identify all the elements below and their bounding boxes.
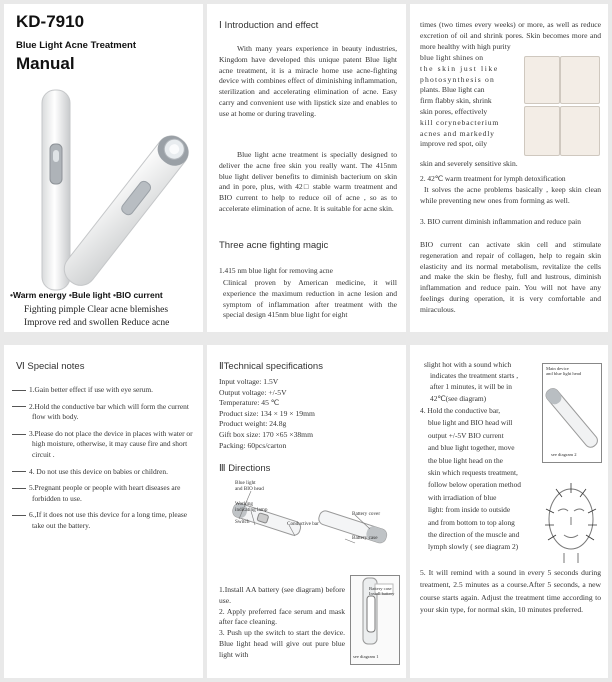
notes-heading: Ⅵ Special notes	[16, 361, 85, 372]
continuation-end: skin and severely sensitive skin.	[420, 159, 518, 168]
feature-blue-light: Bule light	[71, 290, 111, 300]
label-main-device: Main device and blue light head	[546, 366, 582, 377]
text-line: the direction of the muscle and	[428, 530, 520, 540]
manual-title: Manual	[16, 54, 75, 73]
text-line: the blue light head on the	[428, 455, 503, 465]
top-lines	[424, 359, 518, 404]
intro-paragraph-1: With many years experience in beauty industries, Kingdom have developed this unique patent Blue light acne treatment, it is a miracle home use acne-fighting device with combines effect of diminishing inflammation, sterilization and accelerating elimination of acne. Easy carry and convenient use with lipstick size and enables to use at home or during traveling.	[219, 44, 397, 118]
model-number: KD-7910	[16, 12, 85, 31]
label-install-battery: Battery case Install battery	[369, 586, 395, 597]
step-2: 2. Apply preferred face serum and mask after face cleaning.	[219, 606, 345, 627]
directions-steps	[219, 585, 345, 661]
text-line: and blue light together, move	[428, 443, 515, 453]
label-working-lamp: Working indicating lamp	[235, 501, 268, 513]
spec-line: Output voltage: +/-5V	[219, 387, 287, 397]
device-illustration	[24, 84, 194, 294]
skin-photo-4	[560, 106, 600, 156]
note-item: 6.,If it does not use this device for a long time, please take out the battery.	[12, 510, 194, 531]
narrow-line: skin pores, effectively	[420, 106, 488, 116]
dash-bullet	[12, 488, 26, 489]
notes-panel	[4, 345, 203, 678]
skin-photo-3	[524, 106, 560, 156]
note-item: 4. Do not use this device on babies or children.	[12, 467, 194, 478]
magic-item-1-text: Clinical proven by American medicine, it will experience the maximum reduction in acne lesion and symptom of inflammation after treatment with the special design 415nm blue light for eight	[223, 278, 397, 320]
label-switch: Switch	[235, 519, 250, 525]
text-line: and from bottom to top along	[428, 517, 515, 527]
narrow-line: photosynthesis on	[420, 74, 496, 84]
feature-dot: •	[68, 290, 72, 300]
magic-item-1-title: 1.415 nm blue light for removing acne	[219, 266, 333, 275]
text-line: 4. Hold the conductive bar,	[420, 406, 501, 415]
note-item: 2.Hold the conductive bar which will form the current flow with body.	[12, 402, 194, 423]
text-line: with irradiation of blue	[428, 492, 497, 502]
label-blue-light-head: Blue light and BIO head	[235, 480, 264, 492]
narrow-line: kill corynebacterium	[420, 117, 500, 127]
directions-heading: Ⅲ Directions	[219, 463, 271, 474]
text-line: light: from inside to outside	[428, 505, 511, 515]
treatment-panel	[410, 345, 608, 678]
text-line: follow below operation method	[428, 480, 521, 490]
magic-heading: Three acne fighting magic	[219, 240, 329, 251]
spec-line: Temperature: 45 ℃	[219, 398, 280, 408]
narrow-line: the skin just like	[420, 63, 499, 73]
feature-warm-energy: Warm energy	[12, 290, 67, 300]
item-2-title: 2. 42℃ warm treatment for lymph detoxification	[420, 174, 566, 183]
text-line: lymph slowly ( see diagram 2)	[428, 542, 519, 552]
spec-line: Product weight: 24.8g	[219, 419, 287, 429]
intro-heading: Ⅰ Introduction and effect	[219, 20, 319, 31]
text-line: indicates the treatment starts ,	[430, 371, 519, 381]
item-2-text: It solves the acne problems basically , keep skin clean while preventing new ones from forming as well.	[420, 185, 601, 205]
dash-bullet	[12, 515, 26, 516]
step-3: 3. Push up the switch to start the device. Blue light head will give out pure blue light with	[219, 628, 345, 659]
specs-panel	[207, 345, 406, 678]
intro-panel	[207, 4, 406, 332]
note-item: 1.Gain better effect if use with eye serum.	[12, 385, 194, 396]
item-3-text: BIO current can activate skin cell and stimulate regeneration and repair of collagen, help to regain skin elasticity and its normal metabolism, revitalize the cells and make the skin be fleshy, full and lustrous, diminish inflammation and reduce pain. You will not have any feelings during operation, it is very comfortable and miraculous.	[420, 240, 601, 314]
item-5: 5. It will remind with a sound in every 5 seconds during treatment, 2.5 minutes as a course.After 5 seconds, a new course starts again. Adjust the treatment time according to your skin type, for normal skin, 10 minutes preferred.	[420, 568, 601, 615]
narrow-line: blue light shines on	[420, 53, 484, 62]
device-diagram	[542, 363, 602, 463]
note-item: 5.Pregnant people or people with heart diseases are forbidden to use.	[12, 483, 194, 504]
effects-panel	[410, 4, 608, 332]
label-diagram-1: see diagram 1	[353, 654, 379, 659]
spec-line: Gift box size: 170 ×65 ×38mm	[219, 429, 313, 439]
feature-dot: •	[10, 290, 13, 300]
note-item: 3.Please do not place the device in places with water or high moisture, otherwise, it may cause fire and short circuit .	[12, 429, 194, 461]
continuation-text: times (two times every weeks) or more, as well as reduce excretion of oil and shrink pores. Skin becomes more and more healthy with high purity	[420, 20, 601, 51]
feature-dot: •	[113, 290, 116, 300]
narrow-line: firm flabby skin, shrink	[420, 96, 492, 106]
narrow-line: acnes and markedly	[420, 128, 495, 138]
skin-photo-2	[560, 56, 600, 104]
cover-panel	[4, 4, 203, 332]
label-battery-cover: Battery cover	[352, 511, 381, 517]
label-diagram-2a: see diagram 2	[551, 452, 577, 457]
narrow-text-column	[420, 53, 522, 150]
dash-bullet	[12, 406, 26, 407]
face-massage-diagram	[540, 473, 602, 569]
text-line: skin which requests treatment,	[428, 468, 518, 478]
battery-diagram	[350, 575, 400, 665]
dash-bullet	[12, 390, 26, 391]
label-conductive-bar: Conductive bar	[287, 521, 319, 527]
text-line: blue light and BIO head will	[428, 418, 513, 428]
specs-list	[219, 377, 315, 451]
text-line: 42℃(see diagram)	[430, 393, 487, 403]
skin-photo-1	[524, 56, 560, 104]
label-battery-case: Battery case	[352, 535, 378, 541]
narrow-line: improve red spot, oily	[420, 139, 488, 149]
spec-line: Input voltage: 1.5V	[219, 377, 279, 386]
intro-paragraph-2: Blue light acne treatment is specially designed to deliver the acne free skin you really want. The 415nm blue light deliver benefits to diminish bacterium on skin and in pore, plus, with 42□ stable warm treatment and BIO current to help to reduce oil of acne , so as to accelerate elimination of acne. It is suitable for acne skin.	[219, 150, 397, 213]
dash-bullet	[12, 434, 26, 435]
step-1: 1.Install AA battery (see diagram) before use.	[219, 585, 345, 605]
spec-line: Product size: 134 × 19 × 19mm	[219, 408, 315, 418]
narrow-line: plants. Blue light can	[420, 85, 485, 95]
notes-list	[12, 385, 194, 538]
tagline-2: Improve red and swollen Reduce acne	[24, 318, 170, 328]
text-line: after 1 minutes, it will be in	[430, 382, 512, 392]
dash-bullet	[12, 471, 26, 472]
tagline-1: Fighting pimple Clear acne blemishes	[24, 305, 169, 315]
item-4	[420, 405, 521, 554]
feature-list	[10, 290, 163, 300]
spec-line: Packing: 60pcs/carton	[219, 440, 287, 450]
feature-bio-current: BIO current	[115, 290, 163, 300]
main-device-illustration	[543, 364, 601, 462]
text-line: slight hot with a sound which	[424, 360, 512, 369]
specs-heading: ⅡTechnical specifications	[219, 361, 323, 372]
item-3-title: 3. BIO current diminish inflammation and reduce pain	[420, 217, 581, 226]
text-line: output +/-5V BIO current	[428, 430, 504, 440]
product-subtitle: Blue Light Acne Treatment	[16, 40, 136, 51]
